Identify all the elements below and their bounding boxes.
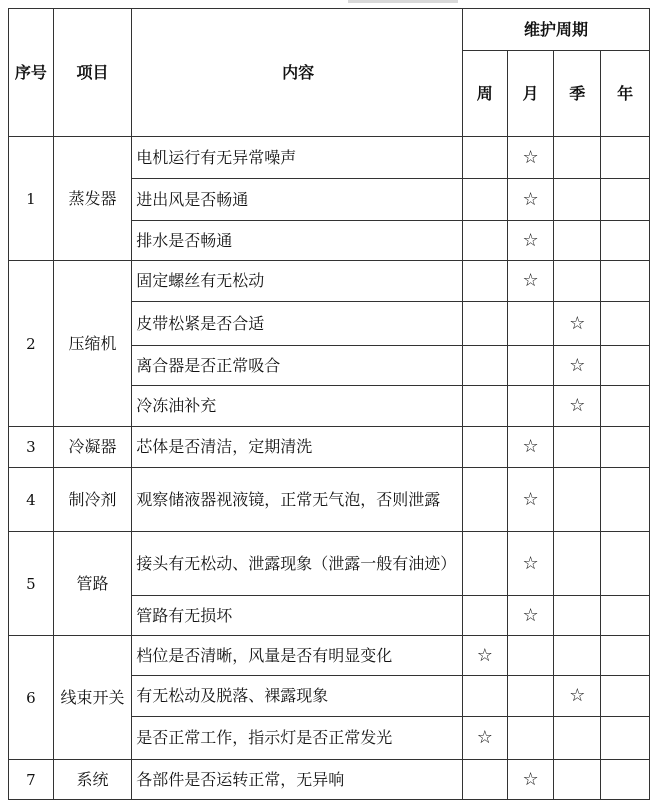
cell-month bbox=[507, 137, 554, 179]
cell-week bbox=[462, 636, 507, 676]
cell-week bbox=[462, 261, 507, 302]
header-content: 内容 bbox=[132, 9, 463, 137]
cell-month bbox=[507, 261, 554, 302]
cell-week bbox=[462, 717, 507, 760]
cell-week bbox=[462, 427, 507, 468]
star-mark-icon: ☆ bbox=[522, 604, 539, 626]
cell-week bbox=[462, 137, 507, 179]
cell-season bbox=[554, 532, 601, 596]
row-no: 6 bbox=[9, 636, 54, 760]
cell-year bbox=[601, 137, 650, 179]
star-mark-icon: ☆ bbox=[476, 727, 493, 748]
cell-year bbox=[601, 676, 650, 717]
cell-week bbox=[462, 221, 507, 261]
row-content: 各部件是否运转正常，无异响 bbox=[132, 760, 463, 800]
cell-week bbox=[462, 676, 507, 717]
cell-season bbox=[554, 261, 601, 302]
star-mark-icon: ☆ bbox=[569, 685, 586, 706]
star-mark-icon: ☆ bbox=[522, 229, 539, 251]
cell-season bbox=[554, 302, 601, 346]
header-item: 项目 bbox=[53, 9, 132, 137]
row-content: 离合器是否正常吸合 bbox=[132, 346, 463, 386]
star-mark-icon: ☆ bbox=[522, 768, 539, 790]
cell-year bbox=[601, 179, 650, 221]
header-month: 月 bbox=[507, 51, 554, 137]
cell-month bbox=[507, 302, 554, 346]
row-content: 排水是否畅通 bbox=[132, 221, 463, 261]
cell-year bbox=[601, 261, 650, 302]
star-mark-icon: ☆ bbox=[522, 270, 539, 291]
header-week: 周 bbox=[462, 51, 507, 137]
row-content: 档位是否清晰，风量是否有明显变化 bbox=[132, 636, 463, 676]
top-edge bbox=[0, 0, 650, 8]
cell-season bbox=[554, 221, 601, 261]
row-no: 5 bbox=[9, 532, 54, 636]
cell-year bbox=[601, 717, 650, 760]
header-season: 季 bbox=[554, 51, 601, 137]
star-mark-icon: ☆ bbox=[569, 312, 586, 334]
cell-season bbox=[554, 346, 601, 386]
cell-year bbox=[601, 386, 650, 427]
row-item: 压缩机 bbox=[53, 261, 132, 427]
cell-month bbox=[507, 636, 554, 676]
star-mark-icon: ☆ bbox=[569, 395, 586, 416]
cell-year bbox=[601, 427, 650, 468]
row-content: 电机运行有无异常噪声 bbox=[132, 137, 463, 179]
row-content: 管路有无损坏 bbox=[132, 596, 463, 636]
header-year: 年 bbox=[601, 51, 650, 137]
star-mark-icon: ☆ bbox=[522, 188, 539, 210]
cell-year bbox=[601, 760, 650, 800]
cell-month bbox=[507, 596, 554, 636]
star-mark-icon: ☆ bbox=[569, 354, 586, 376]
cell-season bbox=[554, 386, 601, 427]
row-content: 接头有无松动、泄露现象（泄露一般有油迹） bbox=[132, 532, 463, 596]
row-no: 4 bbox=[9, 468, 54, 532]
cell-month bbox=[507, 532, 554, 596]
row-item: 蒸发器 bbox=[53, 137, 132, 261]
row-content: 观察储液器视液镜，正常无气泡，否则泄露 bbox=[132, 468, 463, 532]
cell-month bbox=[507, 717, 554, 760]
row-item: 管路 bbox=[53, 532, 132, 636]
cell-season bbox=[554, 427, 601, 468]
row-content: 有无松动及脱落、裸露现象 bbox=[132, 676, 463, 717]
cell-week bbox=[462, 468, 507, 532]
row-content: 冷冻油补充 bbox=[132, 386, 463, 427]
row-no: 7 bbox=[9, 760, 54, 800]
cell-season bbox=[554, 760, 601, 800]
cell-year bbox=[601, 221, 650, 261]
row-item: 系统 bbox=[53, 760, 132, 800]
row-no: 2 bbox=[9, 261, 54, 427]
cell-month bbox=[507, 468, 554, 532]
cell-week bbox=[462, 760, 507, 800]
cell-season bbox=[554, 676, 601, 717]
cell-month bbox=[507, 179, 554, 221]
cell-season bbox=[554, 717, 601, 760]
cell-season bbox=[554, 468, 601, 532]
star-mark-icon: ☆ bbox=[476, 644, 493, 666]
star-mark-icon: ☆ bbox=[522, 552, 539, 574]
cell-month bbox=[507, 427, 554, 468]
cell-week bbox=[462, 179, 507, 221]
row-no: 1 bbox=[9, 137, 54, 261]
star-mark-icon: ☆ bbox=[522, 436, 539, 457]
row-content: 固定螺丝有无松动 bbox=[132, 261, 463, 302]
cell-week bbox=[462, 386, 507, 427]
cell-week bbox=[462, 532, 507, 596]
cell-month bbox=[507, 221, 554, 261]
row-item: 线束开关 bbox=[53, 636, 132, 760]
header-no: 序号 bbox=[9, 9, 54, 137]
row-content: 皮带松紧是否合适 bbox=[132, 302, 463, 346]
cell-season bbox=[554, 636, 601, 676]
star-mark-icon: ☆ bbox=[522, 146, 539, 168]
cell-year bbox=[601, 346, 650, 386]
cell-month bbox=[507, 386, 554, 427]
row-no: 3 bbox=[9, 427, 54, 468]
cropped-text-remnant bbox=[348, 0, 458, 3]
cell-month bbox=[507, 760, 554, 800]
row-item: 冷凝器 bbox=[53, 427, 132, 468]
cell-week bbox=[462, 596, 507, 636]
cell-season bbox=[554, 596, 601, 636]
cell-week bbox=[462, 346, 507, 386]
cell-year bbox=[601, 596, 650, 636]
header-cycle: 维护周期 bbox=[462, 9, 649, 51]
cell-year bbox=[601, 302, 650, 346]
row-item: 制冷剂 bbox=[53, 468, 132, 532]
cell-week bbox=[462, 302, 507, 346]
cell-season bbox=[554, 137, 601, 179]
row-content: 是否正常工作，指示灯是否正常发光 bbox=[132, 717, 463, 760]
maintenance-table bbox=[8, 8, 650, 800]
row-content: 进出风是否畅通 bbox=[132, 179, 463, 221]
cell-year bbox=[601, 636, 650, 676]
cell-season bbox=[554, 179, 601, 221]
cell-month bbox=[507, 676, 554, 717]
star-mark-icon: ☆ bbox=[522, 488, 539, 510]
cell-year bbox=[601, 468, 650, 532]
cell-month bbox=[507, 346, 554, 386]
cell-year bbox=[601, 532, 650, 596]
row-content: 芯体是否清洁，定期清洗 bbox=[132, 427, 463, 468]
